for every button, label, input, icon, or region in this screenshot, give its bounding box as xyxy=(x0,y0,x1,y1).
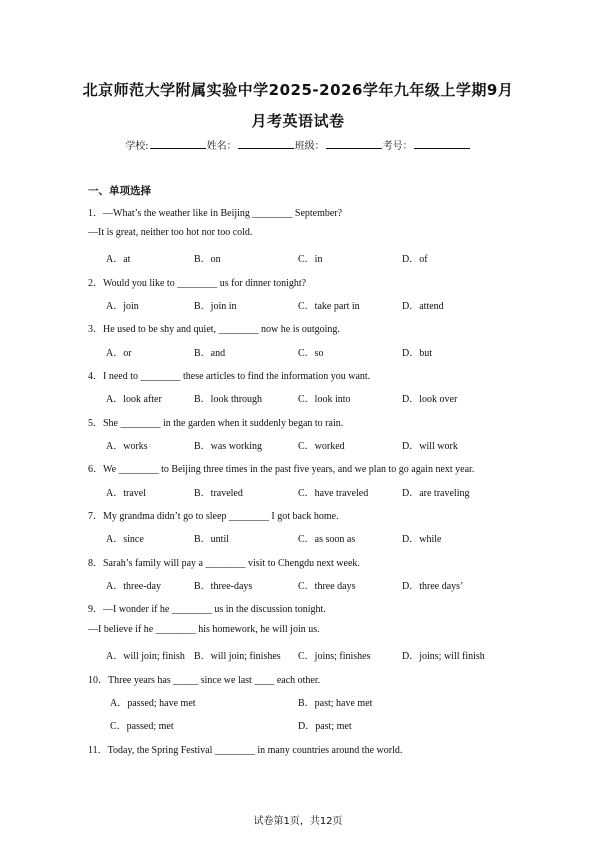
question-5-option-a: A．works xyxy=(106,441,148,452)
question-2-stem: 2．Would you like to ________ us for dinner tonight? xyxy=(88,278,307,289)
question-10-option-b: B．past; have met xyxy=(298,698,373,709)
question-9-option-c: C．joins; finishes xyxy=(298,651,371,662)
school-blank xyxy=(150,139,206,149)
school-label: 学校: xyxy=(125,141,149,152)
question-4-option-a: A．look after xyxy=(106,394,162,405)
question-3-option-c: C．so xyxy=(298,348,324,359)
question-3-option-a: A．or xyxy=(106,348,132,359)
page-subtitle: 月考英语试卷 xyxy=(251,112,345,130)
question-2-option-a: A．join xyxy=(106,301,139,312)
question-6-option-a: A．travel xyxy=(106,488,146,499)
name-blank xyxy=(238,139,294,149)
question-3-option-b: B．and xyxy=(194,348,226,359)
name-label: 姓名： xyxy=(206,141,237,152)
question-10-option-c: C．passed; met xyxy=(110,721,174,732)
question-1-dialogue: —It is great, neither too hot nor too cold. xyxy=(88,227,253,238)
class-blank xyxy=(326,139,382,149)
question-7-stem: 7．My grandma didn’t go to sleep ________ I got back home. xyxy=(88,511,339,522)
question-5-option-d: D．will work xyxy=(402,441,458,452)
question-9-stem: 9．—I wonder if he ________ us in the discussion tonight. xyxy=(88,604,326,615)
question-1-option-d: D．of xyxy=(402,254,428,265)
question-10-stem: 10．Three years has _____ since we last ____ each other. xyxy=(88,675,321,686)
page-title: 北京师范大学附属实验中学2025-2026学年九年级上学期9月 xyxy=(82,81,514,99)
question-6-option-d: D．are traveling xyxy=(402,488,470,499)
question-3-option-d: D．but xyxy=(402,348,432,359)
question-9-dialogue: —I believe if he ________ his homework, he will join us. xyxy=(88,624,320,635)
question-5-option-b: B．was working xyxy=(194,441,263,452)
question-1-option-a: A．at xyxy=(106,254,131,265)
question-4-option-b: B．look through xyxy=(194,394,263,405)
number-label: 考号： xyxy=(382,141,413,152)
question-7-option-d: D．while xyxy=(402,534,442,545)
question-9-option-b: B．will join; finishes xyxy=(194,651,281,662)
question-9-option-a: A．will join; finish xyxy=(106,651,185,662)
question-3-stem: 3．He used to be shy and quiet, ________ now he is outgoing. xyxy=(88,324,340,335)
question-8-option-a: A．three-day xyxy=(106,581,161,592)
question-1-option-b: B．on xyxy=(194,254,221,265)
question-1-stem: 1．—What’s the weather like in Beijing ________ September? xyxy=(88,208,343,219)
question-7-option-c: C．as soon as xyxy=(298,534,356,545)
question-6-stem: 6．We ________ to Beijing three times in the past five years, and we plan to go again next year. xyxy=(88,464,475,475)
class-label: 班级： xyxy=(294,141,325,152)
number-blank xyxy=(414,139,470,149)
question-6-option-c: C．have traveled xyxy=(298,488,369,499)
question-2-option-d: D．attend xyxy=(402,301,444,312)
question-1-option-c: C．in xyxy=(298,254,323,265)
question-8-stem: 8．Sarah’s family will pay a ________ visit to Chengdu next week. xyxy=(88,558,360,569)
question-7-option-b: B．until xyxy=(194,534,230,545)
question-10-option-a: A．passed; have met xyxy=(110,698,196,709)
section-heading: 一、单项选择 xyxy=(88,185,151,197)
question-4-option-d: D．look over xyxy=(402,394,458,405)
page-footer: 试卷第1页，共12页 xyxy=(253,816,343,827)
question-8-option-b: B．three-days xyxy=(194,581,253,592)
question-6-option-b: B．traveled xyxy=(194,488,243,499)
question-4-stem: 4．I need to ________ these articles to find the information you want. xyxy=(88,371,371,382)
question-8-option-c: C．three days xyxy=(298,581,356,592)
question-2-option-c: C．take part in xyxy=(298,301,360,312)
question-2-option-b: B．join in xyxy=(194,301,237,312)
question-7-option-a: A．since xyxy=(106,534,144,545)
student-info xyxy=(0,137,596,152)
question-5-option-c: C．worked xyxy=(298,441,345,452)
question-10-option-d: D．past; met xyxy=(298,721,352,732)
question-8-option-d: D．three days’ xyxy=(402,581,464,592)
question-4-option-c: C．look into xyxy=(298,394,351,405)
question-11-stem: 11．Today, the Spring Festival ________ in many countries around the world. xyxy=(88,745,403,756)
question-9-option-d: D．joins; will finish xyxy=(402,651,485,662)
question-5-stem: 5．She ________ in the garden when it suddenly began to rain. xyxy=(88,418,344,429)
